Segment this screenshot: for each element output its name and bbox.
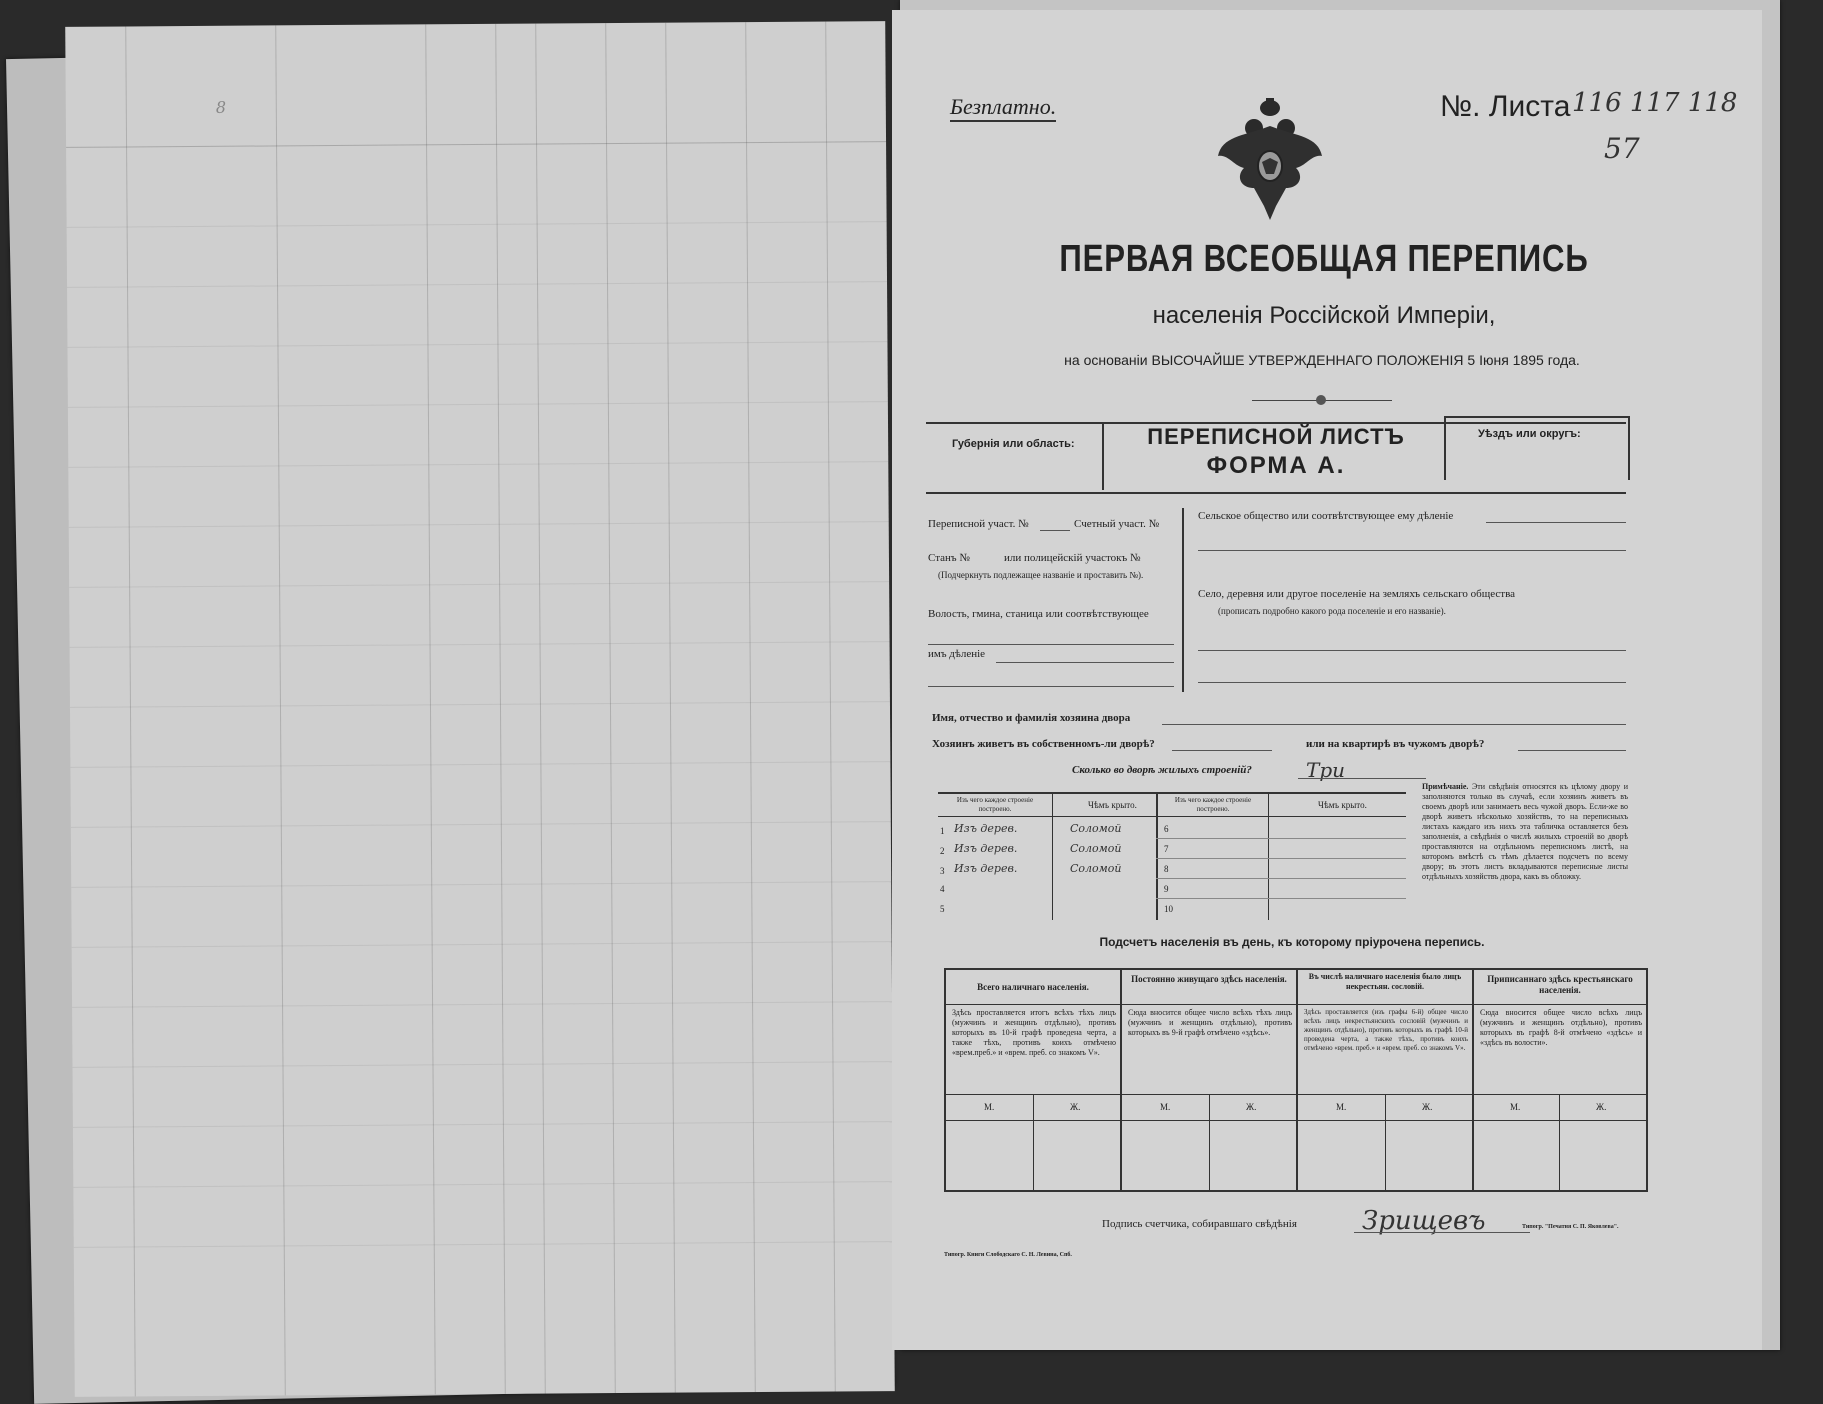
tally-zh-2: Ж. bbox=[1246, 1102, 1257, 1112]
form-name: ФОРМА А. bbox=[1206, 452, 1346, 479]
tally-col-4-text: Сюда вносится общее число всѣхъ лицъ (мужчинъ и женщинъ отдѣльно), противъ которыхъ въ графѣ 8-й отмѣчено «здѣсь» и «здѣсь въ волости». bbox=[1480, 1008, 1642, 1047]
tally-table bbox=[944, 968, 1648, 1192]
tt-mz-3 bbox=[1385, 1094, 1386, 1190]
buildings-answer: Три bbox=[1306, 758, 1346, 782]
ornament-dot bbox=[1316, 395, 1326, 405]
free-label: Безплатно. bbox=[950, 94, 1056, 122]
printer-left: Типогр. Книги Слободскаго С. Н. Левина, Спб. bbox=[944, 1252, 1072, 1258]
bt-header-line bbox=[938, 816, 1406, 817]
bt-vline-1 bbox=[1052, 794, 1053, 920]
police-note: (Подчеркнуть подлежащее названіе и проставить №). bbox=[938, 570, 1144, 580]
bt-row-6-n: 6 bbox=[1164, 824, 1169, 834]
printer-right: Типогр. "Печатня С. П. Яковлева". bbox=[1522, 1224, 1619, 1230]
owner-lives-rent-line bbox=[1518, 750, 1626, 751]
bt-row-2-material: Изъ дерев. bbox=[954, 842, 1018, 855]
bt-hl-4 bbox=[1156, 898, 1406, 899]
tally-zh-3: Ж. bbox=[1422, 1102, 1433, 1112]
bt-col-roof: Чѣмъ крыто. bbox=[1088, 800, 1137, 810]
buildings-answer-line bbox=[1298, 778, 1426, 779]
tally-m-3: М. bbox=[1336, 1102, 1347, 1112]
tally-m-4: М. bbox=[1510, 1102, 1521, 1112]
sheet-title: ПЕРЕПИСНОЙ ЛИСТЪ bbox=[1147, 424, 1405, 449]
bt-vline-2 bbox=[1156, 794, 1158, 920]
signature-label: Подпись счетчика, собиравшаго свѣдѣнія bbox=[1102, 1218, 1297, 1230]
tt-h2 bbox=[946, 1094, 1646, 1095]
signature-line bbox=[1354, 1232, 1530, 1233]
bt-hl-3 bbox=[1156, 878, 1406, 879]
village-note: (прописать подробно какого рода поселеніе и его названіе). bbox=[1218, 606, 1446, 616]
form-box-right bbox=[1444, 416, 1630, 480]
note-text: Эти свѣдѣнія относятся къ цѣлому двору и заполняются только въ случаѣ, если хозяинъ живетъ въ своемъ дворѣ или занимаетъ весь чужой дворъ. Если-же во дворѣ живетъ нѣсколько хозяйствъ, то на переписныхъ листахъ каждаго изъ нихъ эта табличка оставляется безъ заполненія, а свѣдѣнія о числѣ жилыхъ строеній во дворѣ проставляются на отдѣльномъ переписномъ листѣ, на которомъ вмѣстѣ съ тѣмъ дѣлается подсчетъ по всему двору; въ этотъ листъ вкладываются переписные листы отдѣльныхъ хозяйствъ двора, какъ въ обложку. bbox=[1422, 782, 1628, 881]
bt-hl-1 bbox=[1156, 838, 1406, 839]
form-subtitle: населенія Россійской Имперіи, bbox=[1152, 302, 1496, 329]
bt-row-3-roof: Соломой bbox=[1070, 862, 1122, 875]
tt-v2 bbox=[1296, 970, 1298, 1190]
volost-line-1 bbox=[928, 644, 1174, 645]
uezd-label: Уѣздъ или округъ: bbox=[1478, 428, 1581, 440]
tally-zh-4: Ж. bbox=[1596, 1102, 1607, 1112]
tt-mz-2 bbox=[1209, 1094, 1210, 1190]
census-form-page bbox=[892, 10, 1762, 1350]
stan-label: Станъ № bbox=[928, 552, 970, 564]
form-main-title: ПЕРВАЯ ВСЕОБЩАЯ ПЕРЕПИСЬ bbox=[1059, 238, 1589, 280]
guberniya-label: Губернія или область: bbox=[952, 438, 1075, 450]
census-district-label: Переписной участ. № bbox=[928, 518, 1029, 530]
bt-row-2-n: 2 bbox=[940, 846, 945, 856]
tally-col-1-head: Всего наличнаго населенія. bbox=[977, 982, 1089, 992]
bt-row-10-n: 10 bbox=[1164, 904, 1173, 914]
bt-row-8-n: 8 bbox=[1164, 864, 1169, 874]
society-label: Сельское общество или соотвѣтствующее ему дѣленіе bbox=[1198, 510, 1454, 522]
note-block bbox=[1422, 782, 1628, 882]
tt-h3 bbox=[946, 1120, 1646, 1121]
tally-col-3-text: Здѣсь проставляется (изъ графы 6-й) общее число всѣхъ лицъ некрестьянскихъ сословій (мужчинъ и женщинъ отдѣльно), противъ которыхъ въ графѣ 10-й проведена черта, а также тѣхъ, противъ коихъ отмѣчено «врем. преб.» и «врем. преб. со знакомъ V». bbox=[1304, 1008, 1468, 1052]
tt-h1 bbox=[946, 1004, 1646, 1005]
bt-row-4-n: 4 bbox=[940, 884, 945, 894]
sheet-number-label: №. Листа bbox=[1440, 90, 1571, 123]
bt-row-1-material: Изъ дерев. bbox=[954, 822, 1018, 835]
volost-label-2: имъ дѣленіе bbox=[928, 648, 986, 660]
volost-line-2 bbox=[996, 662, 1174, 663]
bt-vline-3 bbox=[1268, 794, 1269, 920]
bt-row-7-n: 7 bbox=[1164, 844, 1169, 854]
owner-name-label: Имя, отчество и фамилія хозяина двора bbox=[932, 712, 1131, 724]
bt-row-1-roof: Соломой bbox=[1070, 822, 1122, 835]
tally-title: Подсчетъ населенія въ день, къ которому пріурочена перепись. bbox=[1099, 935, 1485, 949]
buildings-table bbox=[938, 792, 1406, 920]
signature-value: Зрищевъ bbox=[1362, 1206, 1486, 1236]
police-district-label: или полицейскій участокъ № bbox=[1004, 552, 1141, 564]
bt-row-9-n: 9 bbox=[1164, 884, 1169, 894]
note-label: Примѣчаніе. bbox=[1422, 782, 1469, 791]
volost-label: Волость, гмина, станица или соотвѣтствующее bbox=[928, 608, 1149, 620]
tt-mz-4 bbox=[1559, 1094, 1560, 1190]
tt-mz-1 bbox=[1033, 1094, 1034, 1190]
tally-m-1: М. bbox=[984, 1102, 995, 1112]
tally-zh-1: Ж. bbox=[1070, 1102, 1081, 1112]
owner-lives-own-line bbox=[1172, 750, 1272, 751]
owner-name-line bbox=[1162, 724, 1626, 725]
left-corner-mark: 8 bbox=[215, 97, 227, 117]
volost-line-3 bbox=[928, 686, 1174, 687]
buildings-question: Сколько во дворѣ жилыхъ строеній? bbox=[1072, 764, 1252, 776]
tally-m-2: М. bbox=[1160, 1102, 1171, 1112]
bt-row-2-roof: Соломой bbox=[1070, 842, 1122, 855]
page-mark-handwritten: 57 bbox=[1604, 132, 1640, 165]
bt-row-3-n: 3 bbox=[940, 866, 945, 876]
village-label: Село, деревня или другое поселеніе на земляхъ сельскаго общества bbox=[1198, 588, 1516, 600]
tally-col-3-head: Въ числѣ наличнаго населенія было лицъ некрестьян. сословій. bbox=[1308, 972, 1462, 991]
village-line-2 bbox=[1198, 682, 1626, 683]
form-basis: на основаніи ВЫСОЧАЙШЕ УТВЕРЖДЕННАГО ПОЛОЖЕНІЯ 5 Іюня 1895 года. bbox=[1064, 352, 1580, 368]
tally-col-2-head: Постоянно живущаго здѣсь населенія. bbox=[1131, 974, 1287, 984]
bt-col-roof-2: Чѣмъ крыто. bbox=[1318, 800, 1367, 810]
tt-v3 bbox=[1472, 970, 1474, 1190]
tally-col-4-head: Приписаннаго здѣсь крестьянскаго населенія. bbox=[1487, 974, 1633, 995]
owner-lives-own-label: Хозяинъ живетъ въ собственномъ-ли дворѣ? bbox=[932, 738, 1155, 750]
bt-hl-2 bbox=[1156, 858, 1406, 859]
sheet-number-handwritten: 116 117 118 bbox=[1572, 88, 1738, 118]
left-page bbox=[65, 21, 895, 1397]
census-district-line bbox=[1040, 530, 1070, 531]
village-line-1 bbox=[1198, 650, 1626, 651]
bt-row-1-n: 1 bbox=[940, 826, 945, 836]
bt-col-material-2: Изъ чего каждое строеніе построено. bbox=[1174, 796, 1252, 813]
society-line-1 bbox=[1486, 522, 1626, 523]
society-line-2 bbox=[1198, 550, 1626, 551]
fields-divider bbox=[1182, 508, 1184, 692]
bt-row-5-n: 5 bbox=[940, 904, 945, 914]
owner-lives-rent-label: или на квартирѣ въ чужомъ дворѣ? bbox=[1306, 738, 1485, 750]
counting-district-label: Счетный участ. № bbox=[1074, 518, 1160, 530]
double-headed-eagle-icon bbox=[1214, 96, 1326, 224]
bt-row-3-material: Изъ дерев. bbox=[954, 862, 1018, 875]
bt-col-material: Изъ чего каждое строеніе построено. bbox=[956, 796, 1034, 813]
tally-col-1-text: Здѣсь проставляется итогъ всѣхъ тѣхъ лицъ (мужчинъ и женщинъ отдѣльно), противъ которыхъ въ 10-й графѣ проведена черта, а также тѣхъ, противъ коихъ отмѣчено «врем.преб.» и «врем. преб. со знакомъ V». bbox=[952, 1008, 1116, 1057]
tt-v1 bbox=[1120, 970, 1122, 1190]
form-box-left bbox=[926, 422, 1104, 490]
tally-col-2-text: Сюда вносится общее число всѣхъ тѣхъ лицъ (мужчинъ и женщинъ отдѣльно), противъ которыхъ въ 9-й графѣ отмѣчено «здѣсь». bbox=[1128, 1008, 1292, 1037]
